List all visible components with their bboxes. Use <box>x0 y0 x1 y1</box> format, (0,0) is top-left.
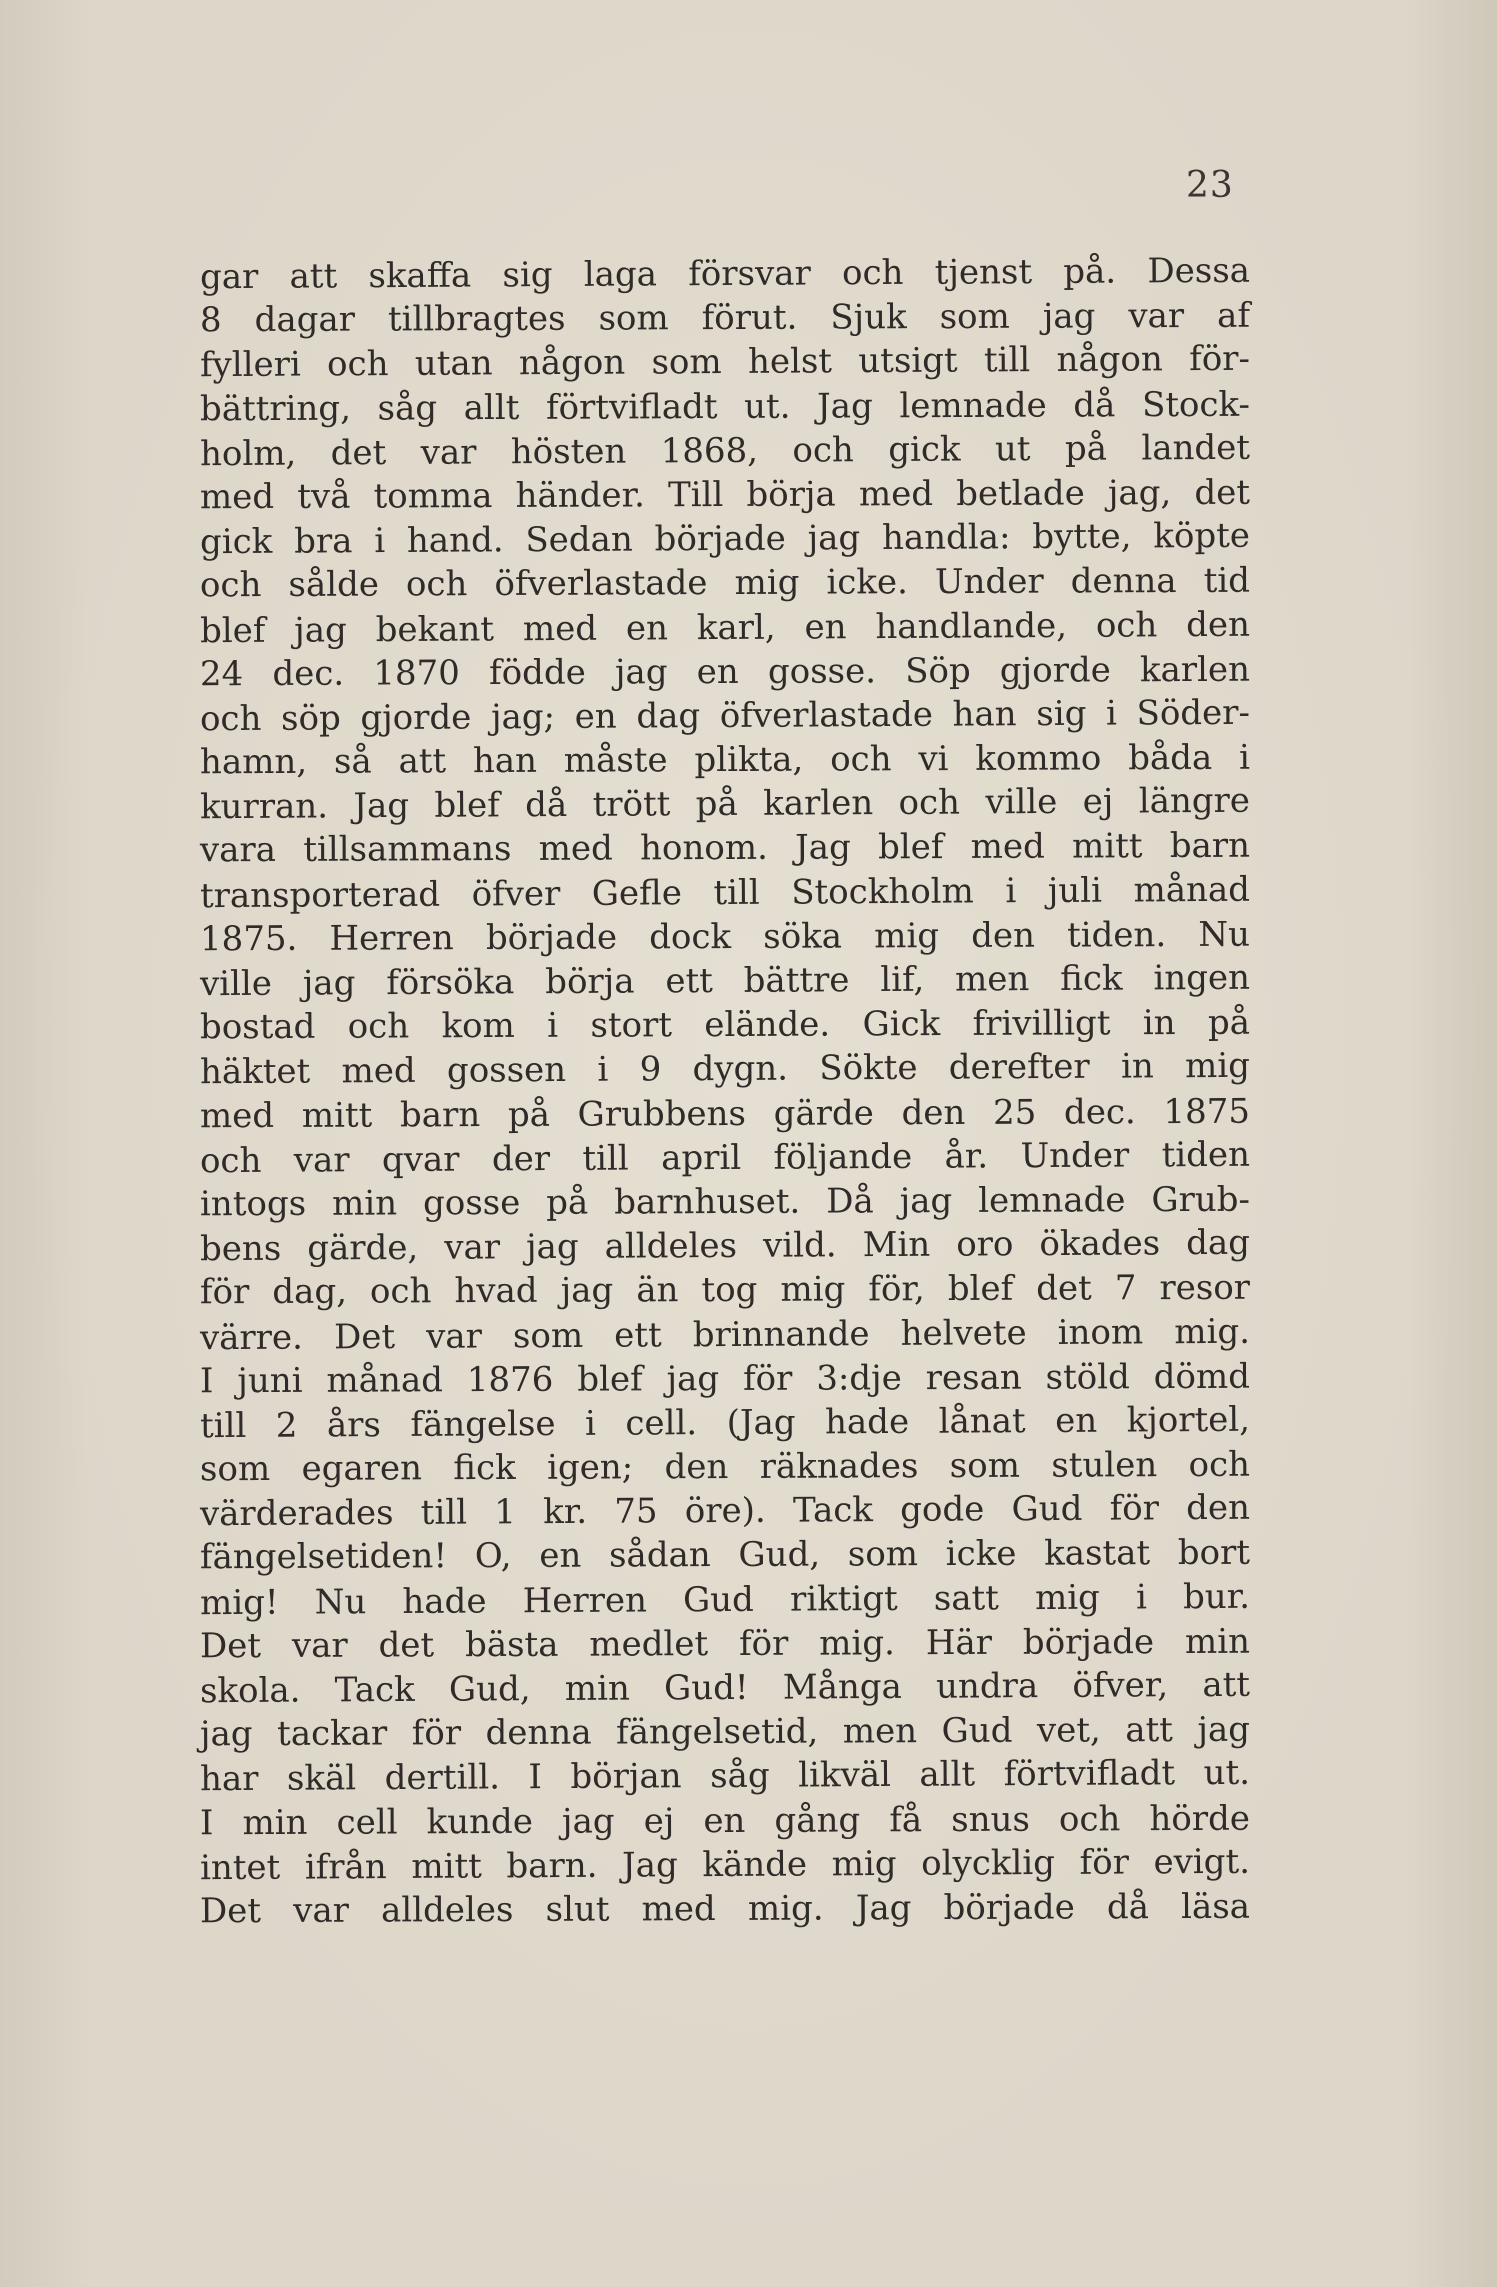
text-line: intet ifrån mitt barn. Jag kände mig olycklig för evigt. <box>199 1841 1251 1888</box>
text-line: skola. Tack Gud, min Gud! Många undra öfver, att <box>199 1664 1251 1712</box>
text-line: fylleri och utan någon som helst utsigt till någon för- <box>199 339 1251 386</box>
text-line: och sålde och öfverlastade mig icke. Under denna tid <box>199 561 1251 606</box>
text-line: transporterad öfver Gefle till Stockholm i juli månad <box>199 869 1251 916</box>
text-line: bens gärde, var jag alldeles vild. Min oro ökades dag <box>199 1222 1251 1270</box>
text-line: 24 dec. 1870 födde jag en gosse. Söp gjorde karlen <box>199 649 1251 694</box>
text-line: bättring, såg allt förtvifladt ut. Jag lemnade då Stock- <box>199 384 1251 429</box>
text-line: blef jag bekant med en karl, en handlande, och den <box>199 604 1251 651</box>
text-line: gar att skaffa sig laga försvar och tjenst på. Dessa <box>199 250 1251 298</box>
text-line: I min cell kunde jag ej en gång få snus och hörde <box>199 1798 1251 1843</box>
text-line: och var qvar der till april följande år. Under tiden <box>199 1134 1251 1181</box>
text-line: 8 dagar tillbragtes som förut. Sjuk som jag var af <box>199 295 1251 341</box>
text-line: gick bra i hand. Sedan började jag handla: bytte, köpte <box>199 515 1251 563</box>
text-line: hamn, så att han måste plikta, och vi kommo båda i <box>199 737 1251 783</box>
text-line: ville jag försöka börja ett bättre lif, men fick ingen <box>199 957 1251 1005</box>
text-line: Det var det bästa medlet för mig. Här började min <box>199 1621 1251 1667</box>
text-line: bostad och kom i stort elände. Gick frivilligt in på <box>199 1002 1251 1048</box>
text-line: och söp gjorde jag; en dag öfverlastade han sig i Söder- <box>199 692 1251 740</box>
text-line: med mitt barn på Grubbens gärde den 25 dec. 1875 <box>199 1091 1251 1136</box>
text-line: har skäl dertill. I början såg likväl allt förtvifladt ut. <box>199 1753 1251 1800</box>
text-line: vara tillsammans med honom. Jag blef med mitt barn <box>199 826 1251 871</box>
text-line: holm, det var hösten 1868, och gick ut på landet <box>199 427 1251 474</box>
text-line: värre. Det var som ett brinnande helvete inom mig. <box>199 1311 1251 1358</box>
text-line: Det var alldeles slut med mig. Jag började då läsa <box>199 1886 1251 1932</box>
text-line: för dag, och hvad jag än tog mig för, blef det 7 resor <box>199 1268 1251 1313</box>
text-line: fängelsetiden! O, en sådan Gud, som icke kastat bort <box>199 1533 1251 1578</box>
text-line: I juni månad 1876 blef jag för 3:dje resan stöld dömd <box>199 1356 1251 1401</box>
text-line: som egaren fick igen; den räknades som stulen och <box>199 1444 1251 1490</box>
text-line: med två tomma händer. Till börja med betlade jag, det <box>199 472 1251 518</box>
text-line: jag tackar för denna fängelsetid, men Gud vet, att jag <box>199 1709 1251 1755</box>
page-number: 23 <box>1186 165 1234 206</box>
text-line: häktet med gossen i 9 dygn. Sökte derefter in mig <box>199 1046 1251 1093</box>
text-line: 1875. Herren började dock söka mig den tiden. Nu <box>199 914 1251 960</box>
text-line: mig! Nu hade Herren Gud riktigt satt mig i bur. <box>199 1576 1251 1623</box>
text-line: intogs min gosse på barnhuset. Då jag lemnade Grub- <box>199 1179 1251 1225</box>
text-line: kurran. Jag blef då trött på karlen och ville ej längre <box>199 781 1251 828</box>
text-line: till 2 års fängelse i cell. (Jag hade lånat en kjortel, <box>199 1399 1251 1447</box>
body-text <box>200 252 1250 1931</box>
text-line: värderades till 1 kr. 75 öre). Tack gode Gud för den <box>199 1488 1251 1535</box>
